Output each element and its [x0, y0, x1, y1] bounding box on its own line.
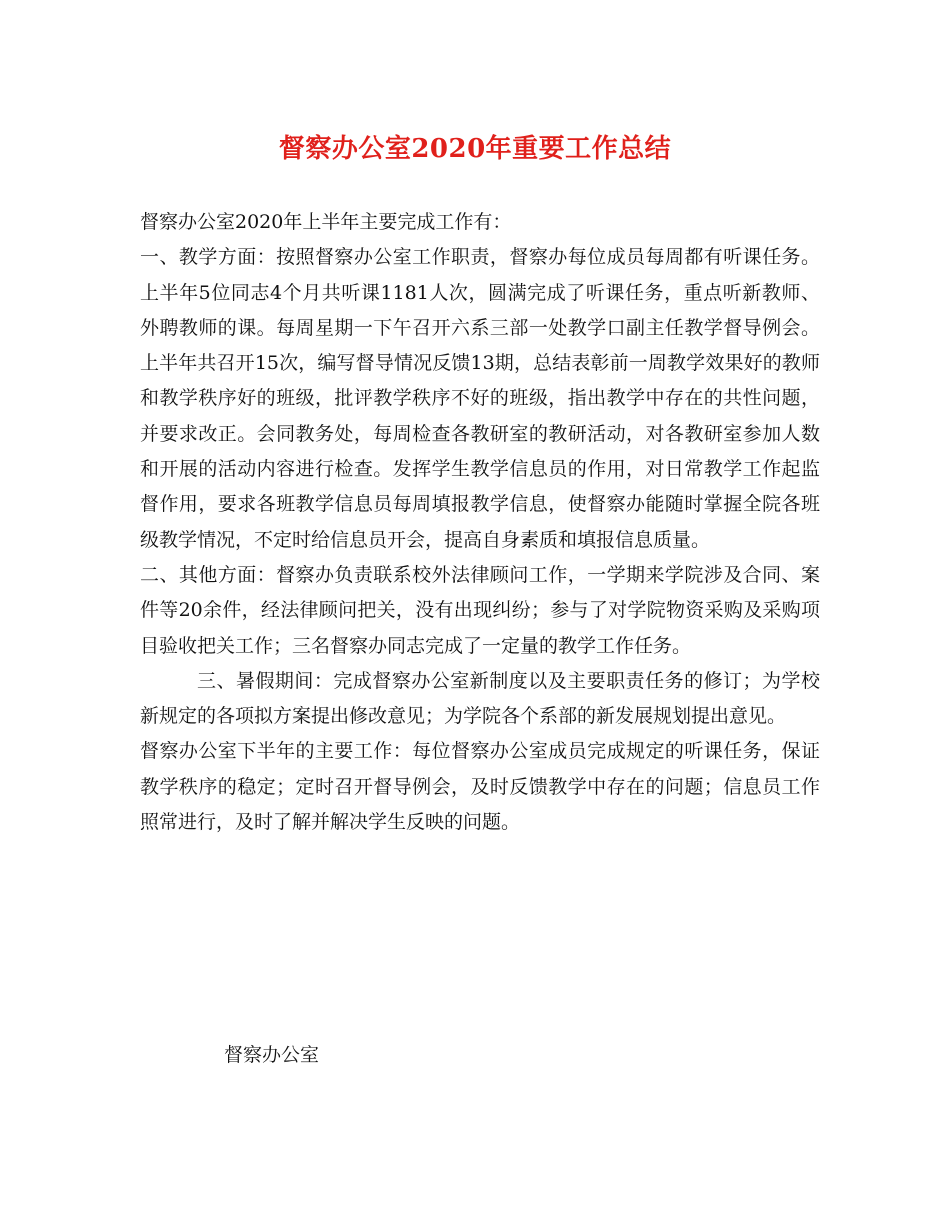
- intro-paragraph: 督察办公室2020年上半年主要完成工作有：: [140, 211, 512, 233]
- page-title: 督察办公室2020年重要工作总结: [278, 134, 672, 164]
- teaching-section-paragraph: 一、教学方面：按照督察办公室工作职责，督察办每位成员每周都有听课任务。上半年5位同志4个月共听课1181人次，圆满完成了听课任务，重点听新教师、外聘教师的课。每周星期一下午召开六系三部一处教学口副主任教学督导例会。上半年共召开15次，编写督导情况反馈13期，总结表彰前一周教学效果好的教师和教学秩序好的班级，批评教学秩序不好的班级，指出教学中存在的共性问题，并要求改正。会同教务处，每周检查各教研室的教研活动，对各教研室参加人数和开展的活动内容进行检查。发挥学生教学信息员的作用，对日常教学工作起监督作用，要求各班教学信息员每周填报教学信息，使督察办能随时掌握全院各班级教学情况，不定时给信息员开会，提高自身素质和填报信息质量。: [140, 246, 820, 551]
- second-half-plan-paragraph: 督察办公室下半年的主要工作：每位督察办公室成员完成规定的听课任务，保证教学秩序的稳定；定时召开督导例会，及时反馈教学中存在的问题；信息员工作照常进行，及时了解并解决学生反映的问题。: [140, 740, 820, 834]
- other-section-paragraph: 二、其他方面：督察办负责联系校外法律顾问工作，一学期来学院涉及合同、案件等20余件，经法律顾问把关，没有出现纠纷；参与了对学院物资采购及采购项目验收把关工作；三名督察办同志完成了一定量的教学工作任务。: [140, 563, 820, 657]
- summer-section-paragraph: 三、暑假期间：完成督察办公室新制度以及主要职责任务的修订；为学校新规定的各项拟方案提出修改意见；为学院各个系部的新发展规划提出意见。: [140, 669, 820, 728]
- document-body: [140, 205, 820, 840]
- signature: 督察办公室: [224, 1044, 320, 1066]
